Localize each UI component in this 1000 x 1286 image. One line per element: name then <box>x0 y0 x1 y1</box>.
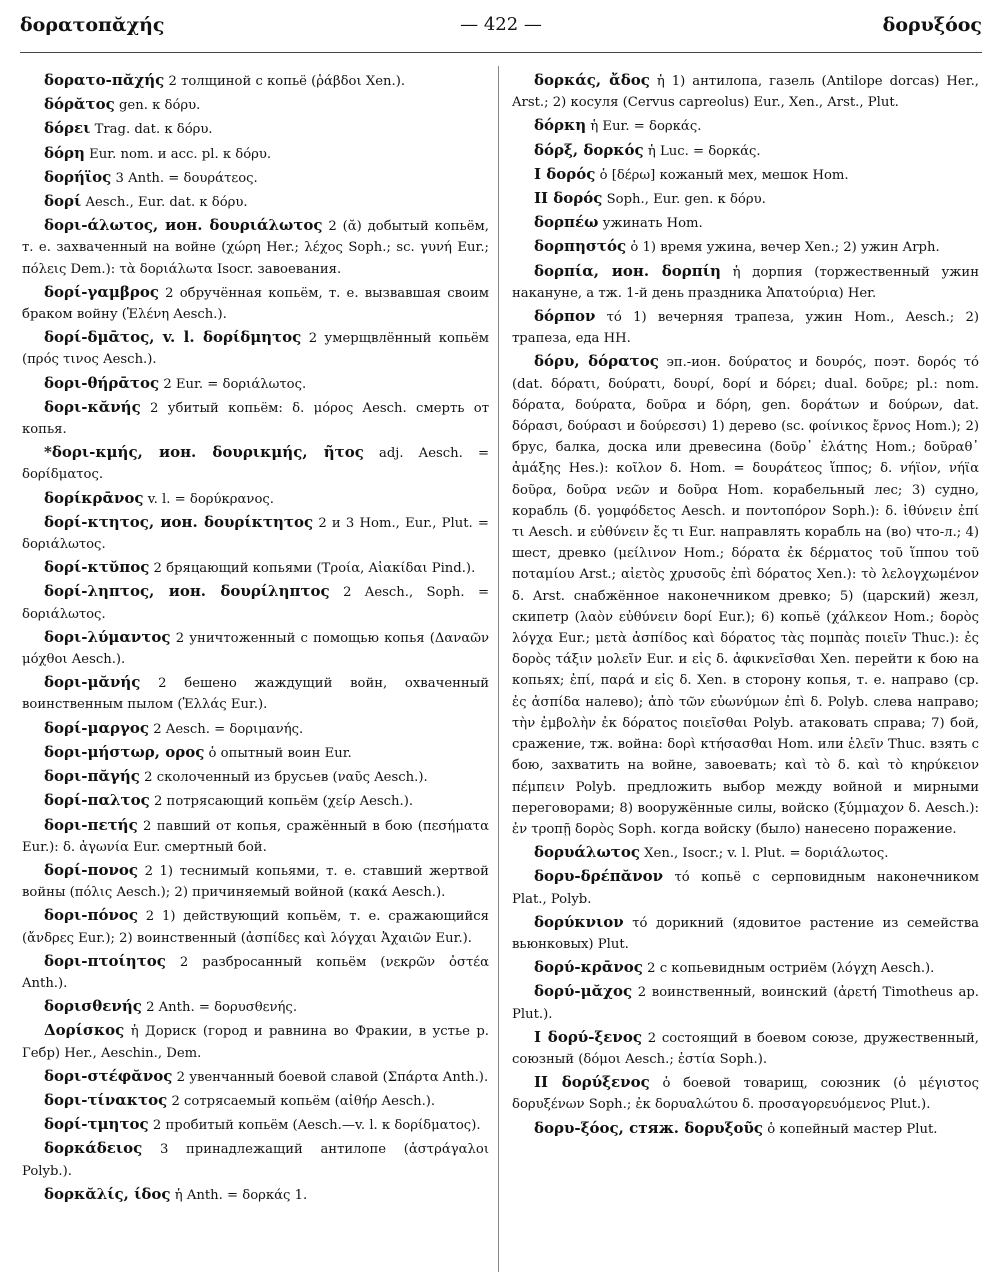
entry-headword: δορίκρᾱνος <box>44 488 144 507</box>
entry-definition: 2 убитый копьём: δ. μόρος Aesch. смерть от копья. <box>22 400 489 438</box>
dictionary-entry <box>22 1020 489 1063</box>
right-column <box>512 70 979 1142</box>
entry-headword: δορί-γαμβρος <box>44 282 159 301</box>
dictionary-entry <box>22 442 489 485</box>
entry-headword: δορί <box>44 192 82 211</box>
entry-definition: Soph., Eur. gen. к δόρυ. <box>606 192 766 208</box>
entry-definition: 2 состоящий в боевом союзе, дружественный, союзный (δόμοι Aesch.; ἑστία Soph.). <box>512 1030 979 1067</box>
entry-definition: ἡ 1) антилопа, газель (Antilope dorcas) Her., Arst.; 2) косуля (Cervus capreolus) Eur., Xen., Arst., Plut. <box>512 74 979 111</box>
dictionary-entry <box>512 164 979 186</box>
entry-headword: δόρει <box>44 119 91 138</box>
entry-definition: 2 увенчанный боевой славой (Σπάρτα Anth.). <box>176 1069 489 1085</box>
dictionary-entry <box>22 191 489 213</box>
entry-definition: τό 1) вечерняя трапеза, ужин Hom., Aesch.; 2) трапеза, еда НН. <box>512 310 979 347</box>
entry-headword: δορατο-πᾰχής <box>44 71 165 89</box>
entry-headword: δόρᾰτος <box>44 95 115 114</box>
entry-headword: δορυ-ξόος, стяж. δορυξοῦς <box>534 1118 764 1137</box>
header-left-word: δορατοπᾰχής <box>20 14 165 36</box>
entry-definition: ὁ копейный мастер Plut. <box>767 1121 938 1137</box>
dictionary-entry <box>22 905 489 948</box>
entry-definition: 2 бряцающий копьями (Τροία, Αἰακίδαι Pind.). <box>153 561 476 577</box>
dictionary-entry <box>512 188 979 210</box>
header-rule <box>20 52 982 53</box>
column-divider <box>498 66 499 1272</box>
entry-headword: δορυάλωτος <box>534 843 640 862</box>
entry-headword: δορι-στέφᾰνος <box>44 1066 173 1085</box>
entry-definition: 2 Anth. = δορυσθενής. <box>146 1000 298 1016</box>
dictionary-entry <box>512 842 979 864</box>
page-header <box>20 14 982 42</box>
dictionary-entry <box>22 1066 489 1088</box>
dictionary-entry <box>22 996 489 1018</box>
entry-definition: 2 бешено жаждущий войн, охваченный воинственным пылом (Ἑλλάς Eur.). <box>22 676 489 713</box>
entry-definition: 2 умерщвлённый копьём (πρός τινος Aesch.). <box>22 331 489 368</box>
entry-definition: 2 Aesch., Soph. = δοριάλωτος. <box>22 585 489 622</box>
dictionary-entry <box>22 815 489 858</box>
entry-definition: ὁ [δέρω] кожаный мех, мешок Hom. <box>599 167 849 183</box>
dictionary-entry <box>22 1184 489 1206</box>
entry-headword: δορύ-μᾰχος <box>534 982 633 1001</box>
entry-headword: δορι-λύμαντος <box>44 627 171 646</box>
dictionary-entry <box>22 512 489 555</box>
entry-definition: 2 с копьевидным остриём (λόγχη Aesch.). <box>647 961 935 977</box>
dictionary-entry <box>22 143 489 165</box>
entry-definition: ὁ 1) время ужина, вечер Xen.; 2) ужин Arph. <box>630 240 940 256</box>
entry-headword: δορι-άλωτος, ион. δουριάλωτος <box>44 216 323 235</box>
dictionary-entry <box>512 261 979 304</box>
dictionary-entry <box>22 282 489 325</box>
entry-headword: II δορός <box>534 189 603 208</box>
entry-headword: δόρπον <box>534 307 596 326</box>
entry-definition: 2 1) теснимый копьями, т. е. ставший жертвой войны (πόλις Aesch.); 2) причиняемый войной (κακά Aesch.). <box>22 863 489 901</box>
entry-headword: δορι-πᾰγής <box>44 767 140 786</box>
dictionary-entry <box>22 1090 489 1112</box>
dictionary-entry <box>22 951 489 994</box>
entry-headword: δορπία, ион. δορπίη <box>534 261 721 280</box>
dictionary-entry <box>512 236 979 258</box>
entry-headword: *δορι-κμής, ион. δουρικμής, ῆτος <box>44 443 364 462</box>
dictionary-entry <box>22 118 489 140</box>
entry-headword: δορί-κτῠπος <box>44 558 150 577</box>
entry-definition: 2 сколоченный из брусьев (ναῦς Aesch.). <box>144 770 428 786</box>
entry-definition: ὁ боевой товарищ, союзник (ὁ μέγιστος δορυξένων Soph.; ἐκ δορυαλώτου δ. προσαγορευόμενος Plut.). <box>512 1076 979 1113</box>
entry-headword: δορύκνιον <box>534 912 624 931</box>
entry-definition: Aesch., Eur. dat. к δόρυ. <box>85 195 248 211</box>
entry-headword: I δορός <box>534 164 596 183</box>
dictionary-entry <box>22 1114 489 1136</box>
entry-definition: Trag. dat. к δόρυ. <box>94 122 213 138</box>
dictionary-entry <box>512 212 979 234</box>
entry-headword: δορι-κᾰνής <box>44 397 141 416</box>
dictionary-entry <box>512 981 979 1024</box>
entry-definition: 2 и 3 Hom., Eur., Plut. = δοριάλωτος. <box>22 515 489 553</box>
entry-definition: adj. Aesch. = δορίδματος. <box>22 446 489 483</box>
entry-definition: 2 1) действующий копьём, т. е. сражающийся (ἄνδρες Eur.); 2) воинственный (ἀσπίδες καὶ λόγχαι Ἀχαιῶν Eur.). <box>22 909 489 946</box>
entry-definition: ἡ Luc. = δορκάς. <box>647 143 761 159</box>
entry-headword: δορι-πόνος <box>44 906 138 925</box>
entry-definition: 2 воинственный, воинский (ἀρετή Timotheus ap. Plut.). <box>512 985 979 1022</box>
dictionary-entry <box>22 742 489 764</box>
entry-headword: δορύ-κρᾱνος <box>534 958 643 977</box>
entry-definition: ἡ Дориск (город и равнина во Фракии, в устье р. Гебр) Her., Aeschin., Dem. <box>22 1024 489 1061</box>
dictionary-entry <box>22 373 489 395</box>
dictionary-entry <box>22 488 489 510</box>
entry-headword: δορυ-δρέπᾰνον <box>534 867 664 886</box>
dictionary-entry <box>512 70 979 113</box>
entry-headword: δορι-μᾰνής <box>44 673 141 692</box>
dictionary-entry <box>512 351 979 840</box>
dictionary-entry <box>22 70 489 92</box>
dictionary-entry <box>22 766 489 788</box>
entry-definition: 2 (ᾰ) добытый копьём, т. е. захваченный на войне (χώρη Her.; λέχος Soph.; sc. γυνή Eur.; πόλεις Dem.): τὰ δοριάλωτα Isocr. завоевания. <box>22 219 489 277</box>
entry-headword: δορί-πονος <box>44 860 138 879</box>
dictionary-entry <box>512 306 979 349</box>
entry-headword: δορι-θήρᾱτος <box>44 373 160 392</box>
entry-definition: ἡ Eur. = δορκάς. <box>590 119 702 135</box>
dictionary-entry <box>512 1072 979 1115</box>
entry-headword: δορί-ληπτος, ион. δουρίληπτος <box>44 582 330 601</box>
entry-definition: Eur. nom. и acc. pl. к δόρυ. <box>89 146 272 162</box>
dictionary-entry <box>22 94 489 116</box>
entry-definition: 2 обручённая копьём, т. е. вызвавшая своим браком войну (Ἑλένη Aesch.). <box>22 285 489 323</box>
entry-headword: δορί-κτητος, ион. δουρίκτητος <box>44 512 314 531</box>
header-right-word: δορυξόος <box>882 14 982 36</box>
entry-headword: δορί-δμᾱτος, v. l. δορίδμητος <box>44 328 302 347</box>
entry-headword: δορήϊος <box>44 167 112 186</box>
entry-headword: δορκάδειος <box>44 1139 143 1158</box>
dictionary-entry <box>22 672 489 715</box>
entry-headword: δορι-πετής <box>44 815 138 834</box>
dictionary-entry <box>512 912 979 955</box>
dictionary-entry <box>22 397 489 440</box>
entry-headword: δορί-παλτος <box>44 791 150 810</box>
dictionary-entry <box>512 957 979 979</box>
left-column <box>22 70 489 1208</box>
entry-headword: δόρξ, δορκός <box>534 140 644 159</box>
entry-headword: δορί-τμητος <box>44 1115 149 1134</box>
dictionary-entry <box>22 627 489 670</box>
entry-definition: 3 принадлежащий антилопе (ἀστράγαλοι Polyb.). <box>22 1142 489 1179</box>
entry-definition: 2 павший от копья, сражённый в бою (πεσήματα Eur.): δ. ἀγωνία Eur. смертный бой. <box>22 818 489 855</box>
entry-headword: δορπηστός <box>534 237 627 256</box>
entry-definition: gen. к δόρυ. <box>118 98 201 114</box>
entry-definition: v. l. = δορύκρανος. <box>147 491 274 507</box>
entry-definition: Xen., Isocr.; v. l. Plut. = δοριάλωτος. <box>644 846 889 862</box>
entry-headword: Δορίσκος <box>44 1021 125 1040</box>
entry-definition: ὁ опытный воин Eur. <box>208 745 352 761</box>
entry-headword: δορισθενής <box>44 997 142 1016</box>
dictionary-entry <box>512 1118 979 1140</box>
entry-definition: ужинать Hom. <box>602 216 703 232</box>
entry-definition: 2 толщиной с копьё (ῥάβδοι Xen.). <box>168 74 406 89</box>
entry-definition: 2 уничтоженный с помощью копья (Δαναῶν μόχθοι Aesch.). <box>22 630 489 668</box>
entry-definition: 2 разбросанный копьём (νεκρῶν ὀστέα Anth.). <box>22 954 489 991</box>
page-number: — 422 — <box>460 14 542 35</box>
dictionary-entry <box>512 140 979 162</box>
dictionary-entry <box>22 215 489 280</box>
entry-definition: 2 сотрясаемый копьём (αἰθήρ Aesch.). <box>171 1093 436 1109</box>
entry-headword: δορι-μήστωρ, ορος <box>44 742 205 761</box>
entry-headword: δορι-τίνακτος <box>44 1090 168 1109</box>
entry-headword: δορπέω <box>534 213 599 232</box>
dictionary-entry <box>22 718 489 740</box>
entry-definition: ἡ дорпия (торжественный ужин накануне, а тж. 1-й день праздника Ἀπατούρια) Her. <box>512 264 979 301</box>
entry-headword: δόρυ, δόρατος <box>534 352 659 371</box>
dictionary-entry <box>22 557 489 579</box>
entry-headword: I δορύ-ξενος <box>534 1027 642 1046</box>
dictionary-entry <box>22 327 489 370</box>
dictionary-entry <box>512 866 979 909</box>
entry-definition: 2 Aesch. = δοριμανής. <box>153 721 304 737</box>
entry-headword: II δορύξενος <box>534 1073 650 1092</box>
dictionary-entry <box>22 1138 489 1181</box>
dictionary-entry <box>512 115 979 137</box>
entry-definition: τό дорикний (ядовитое растение из семейства вьюнковых) Plut. <box>512 915 979 952</box>
dictionary-entry <box>22 581 489 624</box>
dictionary-entry <box>22 790 489 812</box>
entry-definition: эп.-ион. δούρατος и δουρός, поэт. δορός τό (dat. δόρατι, δούρατι, δουρί, δορί и δόρει; dual. δοῦρε; pl.: nom. δόρατα, δούρατα, δοῦρα и δόρη, gen. δοράτων и δούρων, dat. δόρασι, δούρασι и δούρεσσι) 1) дерево (sc. φοίνικος ἔρνος Hom.); 2) брус, балка, доска или древесина (δοῦρ᾽ ἐλάτης Hom.; δοῦραθ᾽ ἁμάξης Hes.): κοῖλον δ. Hom. = δουράτεος ἵππος; δ. νήϊον, νήϊα δοῦρα, δοῦρα νεῶν и δοῦρα Hom. корабельный лес; 3) судно, корабль (δ. γομφόδετος Aesch. и ποντοπόρον Soph.): δ. ἰθύνειν ἐπί τι Aesch. и εὐθύνειν ἔς τι Eur. направлять корабль на (во) что-л.; 4) шест, древко (μείλινον Hom.; δόρατα ἐκ δέρματος τοῦ ἵππου τοῦ ποταμίου Arst.; αἰετὸς χρυσοῦς ἐπὶ δόρατος Xen.): τὸ λελογχωμένον δ. Arst. снабжённое наконечником древко; 5) (царский) жезл, скипетр (λαὸν εὐθύνειν δορί Eur.); 6) копьё (χάλκεον Hom.; δορὸς λόγχα Eur.; μετὰ ἀσπίδος καὶ δόρατος τὰς πομπὰς ποιεῖν Thuc.): ἐς δορὸς τάξιν μολεῖν Eur. и εἰς δ. ἀφικνεῖσθαι Xen. перейти к бою на копьях; ἐπί, παρά и εἰς δ. Xen. в сторону копья, т. е. направо (ср. ἐς ἀσπίδα налево); ἀπὸ τῶν εὐωνύμων ἐπὶ δ. Polyb. слева направо; τὴν ἐμβολὴν ἐκ δόρατος ποιεῖσθαι Polyb. атаковать справа; 7) бой, сражение, тж. война: δορὶ κτήσασθαι Hom. или ἑλεῖν Thuc. взять с бою, захватить на войне, завоевать; καὶ τὸ δ. καὶ τὸ κηρύκειον πέμπειν Polyb. предложить выбор между войной и мирными переговорами; 8) вооружённые силы, войско (ξύμμαχον δ. Aesch.): ἐν τροπῇ δορὸς Soph. когда войску (было) нанесено поражение. <box>512 355 979 837</box>
entry-headword: δορί-μαργος <box>44 718 150 737</box>
dictionary-entry <box>512 1027 979 1070</box>
entry-definition: ἡ Anth. = δορκάς 1. <box>174 1187 308 1203</box>
entry-headword: δορκᾰλίς, ίδος <box>44 1184 171 1203</box>
dictionary-entry <box>22 167 489 189</box>
dictionary-entry <box>22 860 489 903</box>
entry-headword: δόρη <box>44 143 85 162</box>
entry-headword: δόρκη <box>534 116 587 135</box>
entry-headword: δορι-πτοίητος <box>44 951 166 970</box>
entry-headword: δορκάς, ἄδος <box>534 71 650 89</box>
entry-definition: 2 потрясающий копьём (χείρ Aesch.). <box>153 794 414 810</box>
entry-definition: 3 Anth. = δουράτεος. <box>115 170 258 186</box>
entry-definition: 2 Eur. = δοριάλωτος. <box>163 376 307 392</box>
entry-definition: τό копьё с серповидным наконечником Plat., Polyb. <box>512 870 979 907</box>
entry-definition: 2 пробитый копьём (Aesch.—v. l. к δορίδματος). <box>152 1118 481 1134</box>
